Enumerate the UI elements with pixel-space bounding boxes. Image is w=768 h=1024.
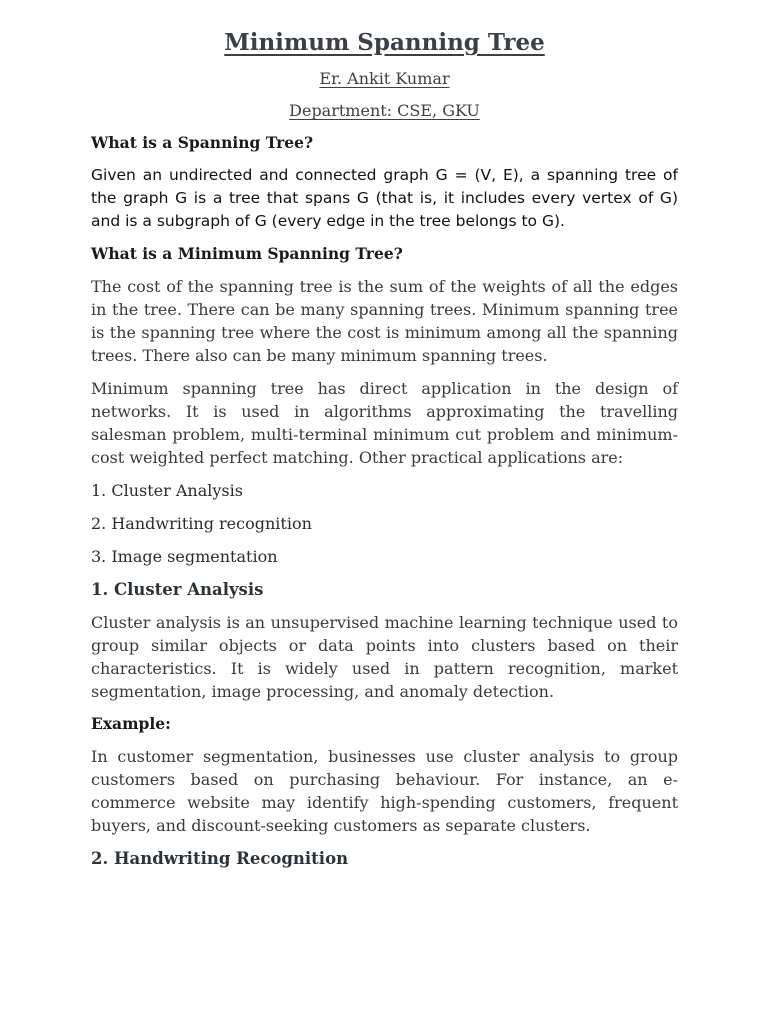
- cluster-analysis-paragraph: Cluster analysis is an unsupervised machine learning technique used to group similar objects or data points into clusters based on their characteristics. It is widely used in pattern recognition, market segmentation, image processing, and anomaly detection.: [91, 613, 678, 701]
- mst-heading: What is a Minimum Spanning Tree?: [91, 244, 403, 263]
- spanning-tree-definition: Given an undirected and connected graph G = (V, E), a spanning tree of the graph G is a tree that spans G (that is, it includes every vertex of G) and is a subgraph of G (every edge in the tree belongs to G).: [91, 166, 678, 230]
- list-item: 3. Image segmentation: [91, 547, 278, 566]
- list-item: 2. Handwriting recognition: [91, 514, 312, 533]
- cluster-analysis-heading: 1. Cluster Analysis: [91, 580, 264, 599]
- example-heading: Example:: [91, 714, 171, 733]
- page-title: Minimum Spanning Tree: [224, 29, 545, 56]
- author-line: Er. Ankit Kumar: [319, 69, 450, 88]
- spanning-tree-heading: What is a Spanning Tree?: [91, 133, 314, 152]
- mst-cost-paragraph: The cost of the spanning tree is the sum of the weights of all the edges in the tree. There can be many spanning trees. Minimum spanning tree is the spanning tree where the cost is minimum among all the spanning trees. There also can be many minimum spanning trees.: [91, 277, 678, 365]
- department-line: Department: CSE, GKU: [289, 101, 480, 120]
- mst-applications-paragraph: Minimum spanning tree has direct application in the design of networks. It is used in algorithms approximating the travelling salesman problem, multi-terminal minimum cut problem and minimum-cost weighted perfect matching. Other practical applications are:: [91, 379, 678, 467]
- handwriting-recognition-heading: 2. Handwriting Recognition: [91, 849, 349, 868]
- example-paragraph: In customer segmentation, businesses use cluster analysis to group customers based on purchasing behaviour. For instance, an e-commerce website may identify high-spending customers, frequent buyers, and discount-seeking customers as separate clusters.: [91, 747, 678, 835]
- list-item: 1. Cluster Analysis: [91, 481, 243, 500]
